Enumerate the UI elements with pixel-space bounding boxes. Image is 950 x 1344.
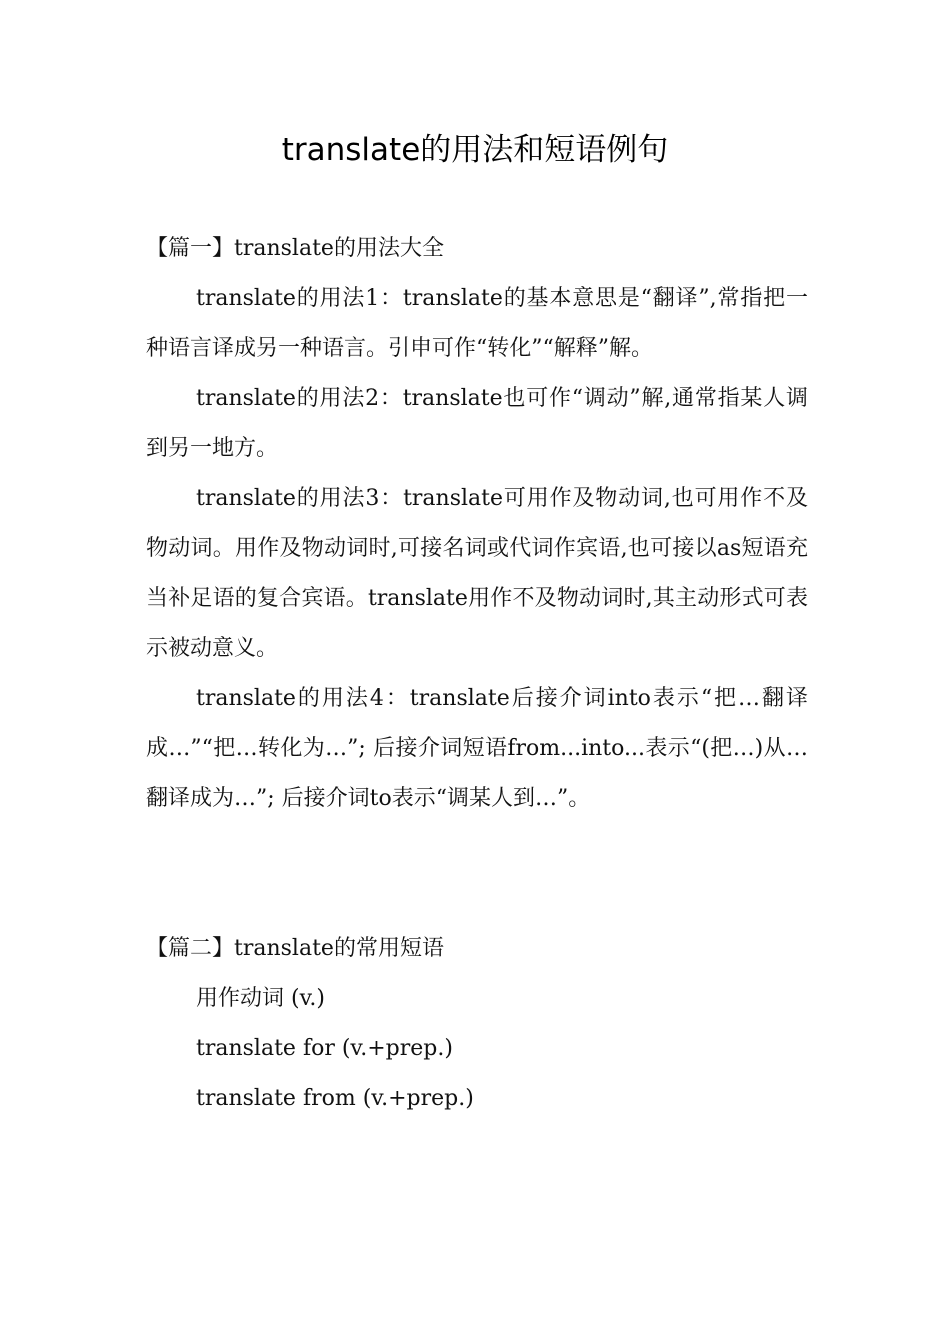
paragraph-usage-3: translate的用法3：translate可用作及物动词,也可用作不及物动词。用作及物动词时,可接名词或代词作宾语,也可接以as短语充当补足语的复合宾语。translate用作不及物动词时,其主动形式可表示被动意义。 [146, 486, 808, 661]
phrase-item: translate from (v.+prep.) [196, 1086, 474, 1111]
paragraph-usage-4: translate的用法4：translate后接介词into表示“把…翻译成…”“把…转化为…”; 后接介词短语from...into...表示“(把…)从…翻译成为…”; 后接介词to表示“调某人到…”。 [146, 686, 808, 811]
paragraph-usage-2: translate的用法2：translate也可作“调动”解,通常指某人调到另一地方。 [146, 386, 808, 461]
page-title [0, 125, 950, 175]
phrase-item: 用作动词 (v.) [196, 986, 325, 1011]
section-heading-2: 【篇二】translate的常用短语 [146, 936, 444, 961]
page-title-text: translate的用法和短语例句 [281, 132, 669, 168]
section-heading-1: 【篇一】translate的用法大全 [146, 236, 444, 261]
phrase-item: translate for (v.+prep.) [196, 1036, 453, 1061]
paragraph-usage-1: translate的用法1：translate的基本意思是“翻译”,常指把一种语言译成另一种语言。引申可作“转化”“解释”解。 [146, 286, 808, 361]
document-body [146, 224, 808, 1124]
section-spacer [146, 824, 808, 924]
